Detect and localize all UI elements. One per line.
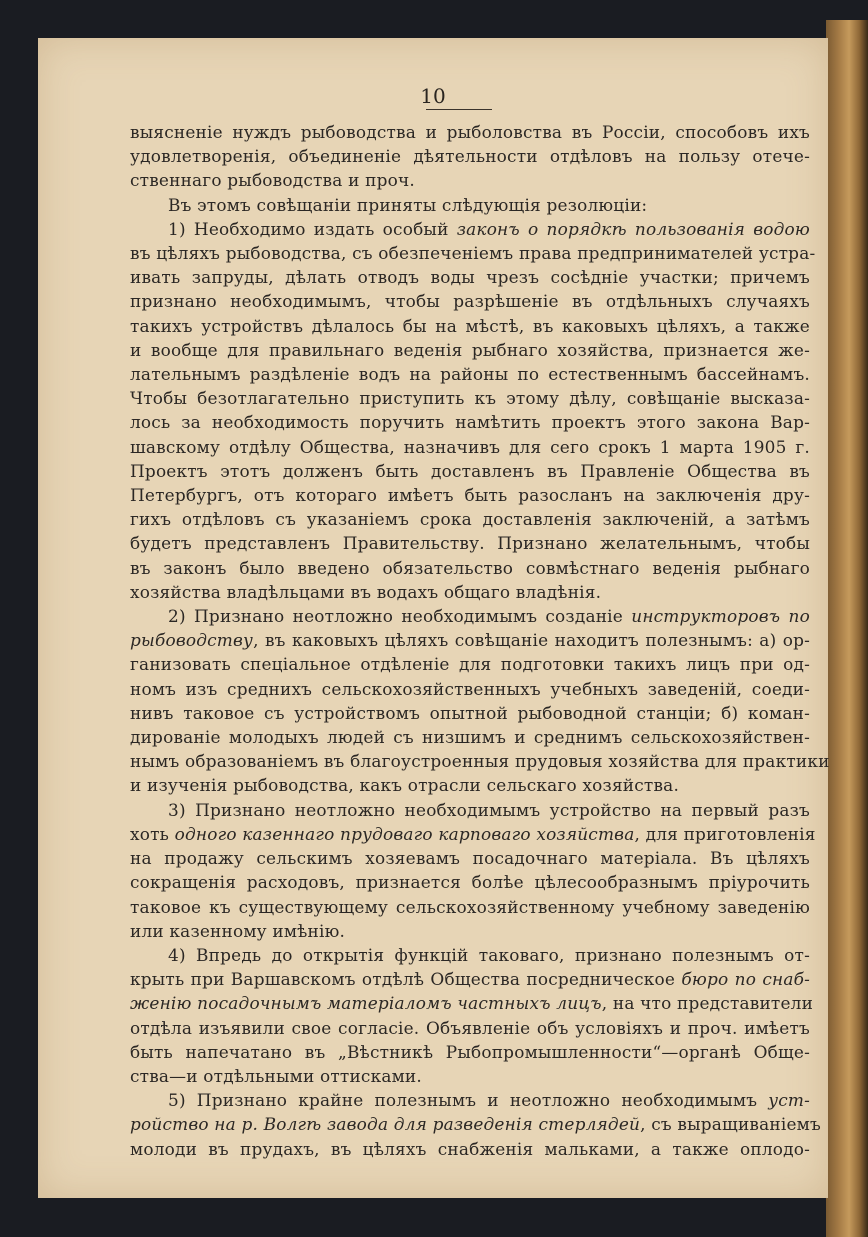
text-line — [130, 846, 810, 870]
text-line — [130, 1064, 810, 1088]
text-line — [130, 556, 810, 580]
text-line — [130, 773, 810, 797]
text-run: нымъ образованіемъ въ благоустроенныя прудовыя хозяйства для практики — [130, 751, 830, 772]
text-line — [130, 798, 810, 822]
text-line — [130, 652, 810, 676]
text-run: и вообще для правильнаго веденія рыбнаго хозяйства, признается же- — [130, 339, 810, 360]
text-run: 2) Признано неотложно необходимымъ созданіе — [168, 606, 632, 627]
page-number: 10 — [420, 84, 446, 108]
text-run: удовлетворенія, объединеніе дѣятельности отдѣловъ на пользу отече- — [130, 146, 810, 167]
text-line — [130, 822, 816, 846]
text-run: признано необходимымъ, чтобы разрѣшеніе въ отдѣльныхъ случаяхъ — [130, 291, 810, 312]
text-run: ства—и отдѣльными оттисками. — [130, 1065, 422, 1086]
paragraph — [130, 120, 810, 193]
book-spine — [826, 20, 868, 1237]
text-run: и изученія рыбоводства, какъ отрасли сельскаго хозяйства. — [130, 775, 680, 796]
text-line — [130, 193, 810, 217]
text-line — [130, 991, 814, 1015]
book-page — [38, 38, 828, 1198]
italic-run: инструкторовъ по — [631, 606, 810, 627]
text-run: отдѣла изъявили свое согласіе. Объявленіе объ условіяхъ и проч. имѣетъ — [130, 1017, 810, 1038]
paragraph — [130, 217, 816, 604]
text-run: 5) Признано крайне полезнымъ и неотложно необходимымъ — [168, 1090, 769, 1111]
text-run: въ цѣляхъ рыбоводства, съ обезпеченіемъ права предпринимателей устра- — [130, 243, 816, 264]
text-run: Петербургъ, отъ котораго имѣетъ быть разосланъ на заключенія дру- — [130, 485, 810, 506]
text-line — [130, 628, 810, 652]
text-run: шавскому отдѣлу Общества, назначивъ для сего срокъ 1 марта 1905 г. — [130, 436, 810, 457]
text-run: крыть при Варшавскомъ отдѣлѣ Общества посредническое — [130, 969, 682, 990]
text-run: лось за необходимость поручить намѣтить проектъ этого закона Вар- — [130, 412, 810, 433]
text-run: нивъ таковое съ устройствомъ опытной рыбоводной станціи; б) коман- — [130, 702, 810, 723]
paragraph — [130, 193, 810, 217]
text-line — [130, 289, 810, 313]
text-line — [130, 967, 810, 991]
text-line — [130, 338, 810, 362]
italic-run: уст- — [768, 1090, 810, 1111]
text-run: будетъ представленъ Правительству. Признано желательнымъ, чтобы — [130, 533, 810, 554]
text-run: быть напечатано въ „Вѣстникѣ Рыбопромышленности“—органѣ Обще- — [130, 1041, 810, 1062]
text-line — [130, 217, 810, 241]
text-run: Проектъ этотъ долженъ быть доставленъ въ Правленіе Общества въ — [130, 460, 810, 481]
text-run: , въ каковыхъ цѣляхъ совѣщаніе находитъ полезнымъ: а) ор- — [253, 630, 810, 651]
text-run: сокращенія расходовъ, признается болѣе цѣлесообразнымъ пріурочить — [130, 872, 810, 893]
text-run: въ законъ было введено обязательство совмѣстнаго веденія рыбнаго — [130, 557, 810, 578]
text-line — [130, 459, 810, 483]
text-line — [130, 895, 810, 919]
page-number-rule — [426, 109, 492, 110]
text-line — [130, 1016, 810, 1040]
text-run: хоть — [130, 823, 175, 844]
text-line — [130, 168, 810, 192]
text-run: , для приготовленія — [634, 823, 816, 844]
text-line — [130, 1040, 810, 1064]
text-line — [130, 604, 810, 628]
text-run: гихъ отдѣловъ съ указаніемъ срока доставленія заключеній, а затѣмъ — [130, 509, 810, 530]
italic-run: бюро по снаб- — [681, 969, 810, 990]
text-run: хозяйства владѣльцами въ водахъ общаго владѣнія. — [130, 581, 602, 602]
text-line — [130, 314, 810, 338]
body-text — [130, 120, 830, 1161]
italic-run: одного казеннаго прудоваго карповаго хозяйства — [174, 823, 635, 844]
paragraph — [130, 604, 830, 798]
text-run: ственнаго рыбоводства и проч. — [130, 170, 415, 191]
paragraph — [130, 1088, 821, 1161]
text-line — [130, 677, 810, 701]
text-line — [130, 410, 810, 434]
text-line — [130, 507, 810, 531]
text-run: выясненіе нуждъ рыбоводства и рыболовства въ Россіи, способовъ ихъ — [130, 122, 810, 142]
text-run: или казенному имѣнію. — [130, 920, 346, 941]
text-line — [130, 749, 830, 773]
text-line — [130, 241, 816, 265]
text-run: ганизовать спеціальное отдѣленіе для подготовки такихъ лицъ при од- — [130, 654, 810, 675]
text-run: лательнымъ раздѣленіе водъ на районы по естественнымъ бассейнамъ. — [130, 364, 810, 385]
text-run: такихъ устройствъ дѣлалось бы на мѣстѣ, въ каковыхъ цѣляхъ, а также — [130, 315, 810, 336]
text-line — [130, 386, 810, 410]
text-run: дированіе молодыхъ людей съ низшимъ и среднимъ сельскохозяйствен- — [130, 727, 810, 748]
text-line — [130, 362, 810, 386]
text-run: 4) Впредь до открытія функцій таковаго, признано полезнымъ от- — [168, 944, 810, 965]
text-line — [130, 120, 810, 144]
text-line — [130, 725, 810, 749]
text-line — [130, 1137, 810, 1161]
text-line — [130, 919, 810, 943]
paragraph — [130, 798, 816, 943]
text-line — [130, 1088, 810, 1112]
text-line — [130, 943, 810, 967]
text-run: 3) Признано неотложно необходимымъ устройство на первый разъ — [168, 799, 810, 820]
text-run: , на что представители — [601, 993, 814, 1014]
text-run: , съ выращиваніемъ — [640, 1114, 821, 1135]
text-line — [130, 870, 810, 894]
text-line — [130, 580, 810, 604]
text-run: молоди въ прудахъ, въ цѣляхъ снабженія мальками, а также оплодо- — [130, 1138, 810, 1159]
italic-run: ройство на р. Волгѣ завода для разведенія стерлядей — [130, 1114, 641, 1135]
italic-run: рыбоводству — [130, 630, 254, 651]
paragraph — [130, 943, 814, 1088]
text-line — [130, 531, 810, 555]
italic-run: женію посадочнымъ матеріаломъ частныхъ лицъ — [130, 993, 602, 1014]
text-run: Чтобы безотлагательно приступить къ этому дѣлу, совѣщаніе высказа- — [130, 388, 810, 409]
text-run: на продажу сельскимъ хозяевамъ посадочнаго матеріала. Въ цѣляхъ — [130, 848, 810, 869]
text-line — [130, 265, 810, 289]
text-run: номъ изъ среднихъ сельскохозяйственныхъ учебныхъ заведеній, соеди- — [130, 678, 810, 699]
text-run: ивать запруды, дѣлать отводъ воды чрезъ сосѣдніе участки; причемъ — [130, 267, 810, 288]
text-line — [130, 144, 810, 168]
text-run: 1) Необходимо издать особый — [168, 218, 457, 239]
text-line — [130, 483, 810, 507]
text-run: Въ этомъ совѣщаніи приняты слѣдующія резолюціи: — [168, 194, 648, 215]
italic-run: законъ о порядкѣ пользованія водою — [456, 218, 810, 239]
text-line — [130, 435, 810, 459]
text-run: таковое къ существующему сельскохозяйственному учебному заведенію — [130, 896, 810, 917]
text-line — [130, 701, 810, 725]
text-line — [130, 1112, 821, 1136]
